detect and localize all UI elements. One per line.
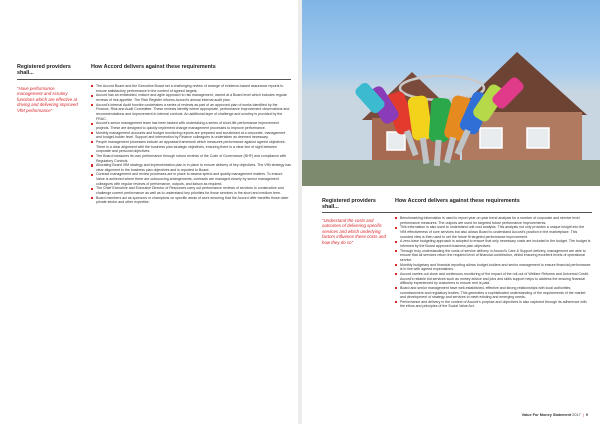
list-item: Board and senior management have well-established, effective and strong relationships with local authorities, commissioners and regulatory bodies. This generates a sophisticated understanding of the requirements of the market and development of strategy and services to meet existing and emerging needs.	[395, 286, 591, 300]
list-item: Through truly understanding the costs of service delivery in Accord’s Care & Support delivery, management are able to ensure that all services return the required level of financial contribution, whilst ensuring excellent levels of operational service.	[395, 249, 591, 263]
right-requirement-quote: “Understand the costs and outcomes of delivering specific services and which underlying factors influence these costs and how they do so”	[322, 218, 386, 245]
list-item: The Chief Executive and Executive Director of Resources carry out performance reviews of services to constructive and challenge current performance as well as to understand key priorities for those services in the short and medium term.	[91, 186, 291, 195]
left-page	[0, 0, 298, 424]
list-item: Benchmarking information is used to report year on year trend analysis for a number of corporate and service level performance measures. The outputs are used for targeted future performance improvements.	[395, 216, 591, 225]
list-item: Monthly budgetary and financial reporting allows budget-holders and senior management to ensure financial performance is in line with agreed expectations.	[395, 263, 591, 272]
list-item: The Accord Board and the Executive Board set a challenging review of arrange of evidence-based assurance reports to ensure satisfactory performance in the context of agreed targets.	[91, 84, 291, 93]
keys-photo-illustration	[302, 0, 600, 186]
list-item: A zero-base budgeting approach is adopted to ensure that only necessary costs are included in the budget. The budget is informed by the Board approved business plan objectives.	[395, 239, 591, 248]
list-item: People management processes include an appraisal framework which measures performance against agreed objectives. There is a clear alignment with the business plan strategic objectives, ensuring there is a clear line of sight between corporate and personal objectives.	[91, 140, 291, 154]
list-item: Board members act as sponsors or champions on specific areas of work ensuring that the Accord offer benefits those older private sector and other expertise.	[91, 196, 291, 205]
list-item: Accord has an embedded, mature and agile approach to risk management, owned at a Board level which includes regular reviews of risk appetite. The Risk Register informs Accord’s annual internal audit plan.	[91, 93, 291, 102]
right-header-rule	[322, 212, 592, 213]
left-requirement-quote: “Have performance management and scrutiny functions which are effective at driving and delivering improved VfM performance”	[17, 86, 78, 113]
right-bullet-list	[395, 216, 591, 309]
left-bullet-list	[91, 84, 291, 205]
list-item: Monthly management accounts and budget monitoring reports are prepared and scrutinised at a corporate, management and budget-holder level. Support and intervention by Finance colleagues is undertaken as deemed necessary.	[91, 131, 291, 140]
page-footer	[522, 413, 588, 417]
left-col1-header: Registered providers shall...	[17, 64, 71, 77]
footer-label: Value For Money Statement	[521, 413, 572, 417]
right-page	[302, 0, 600, 424]
keys-house-photo	[302, 0, 600, 186]
left-col2-header: How Accord delivers against these requirements	[91, 64, 216, 70]
list-item: The Board measures its own performance through robust reviews of the Code of Governance (NHF) and compliance with Regulatory Controls.	[91, 154, 291, 163]
right-col1-header: Registered providers shall...	[322, 198, 376, 211]
list-item: Accord’s senior management team has been tasked with undertaking a series of short-life performance improvement projects. These are designed to quickly implement change management processes to improve performance.	[91, 121, 291, 130]
list-item: Performance and delivery in the context of Accord’s purpose and objectives is also captured through its adherence with the ethos and principles of the Social Value Act.	[395, 300, 591, 309]
list-item: Allocating Board VfM strategy and implementation plan is in place to ensure delivery of key objectives. The VfM strategy has clear alignment to the business plan objectives and is reported to Board.	[91, 163, 291, 172]
footer-separator: |	[582, 413, 584, 417]
right-col2-header: How Accord delivers against these requirements	[395, 198, 520, 204]
list-item: This information is also used to understand unit cost analysis. This analysis not only provides a unique insight into the VfM effectiveness of core services but also allows Board to understand Accord’s position in the marketplace. This rounded view is then used to set the future fit targeted performance improvement.	[395, 225, 591, 239]
list-item: Accord’s internal Audit function undertakes a series of reviews as part of an approved plan of works identified by the Finance, Risk and Audit Committee. These reviews identify where appropriate, performance improvement observations and recommendations and improvement in internal controls. An additional layer of challenge and scrutiny is provided by the FRAC.	[91, 103, 291, 122]
left-header-rule	[17, 79, 291, 80]
list-item: Accord carries out close and continuous monitoring of the impact of the roll-out of Welfare Reforms and Universal Credit. Accord’s reliable bid services such as money advice and jobs and skills support helps to address the ensuing financial difficulty experienced by customers to ensure rent is paid.	[395, 272, 591, 286]
list-item: Contract management and review processes are in place to assess spend and quality management matters. To ensure Value is achieved where there are outsourcing arrangements, contracts are managed closely by senior management colleagues with regular reviews of performance, outputs, and liaison as required.	[91, 172, 291, 186]
footer-year: 2017	[572, 413, 581, 417]
page-number: 9	[585, 413, 588, 417]
